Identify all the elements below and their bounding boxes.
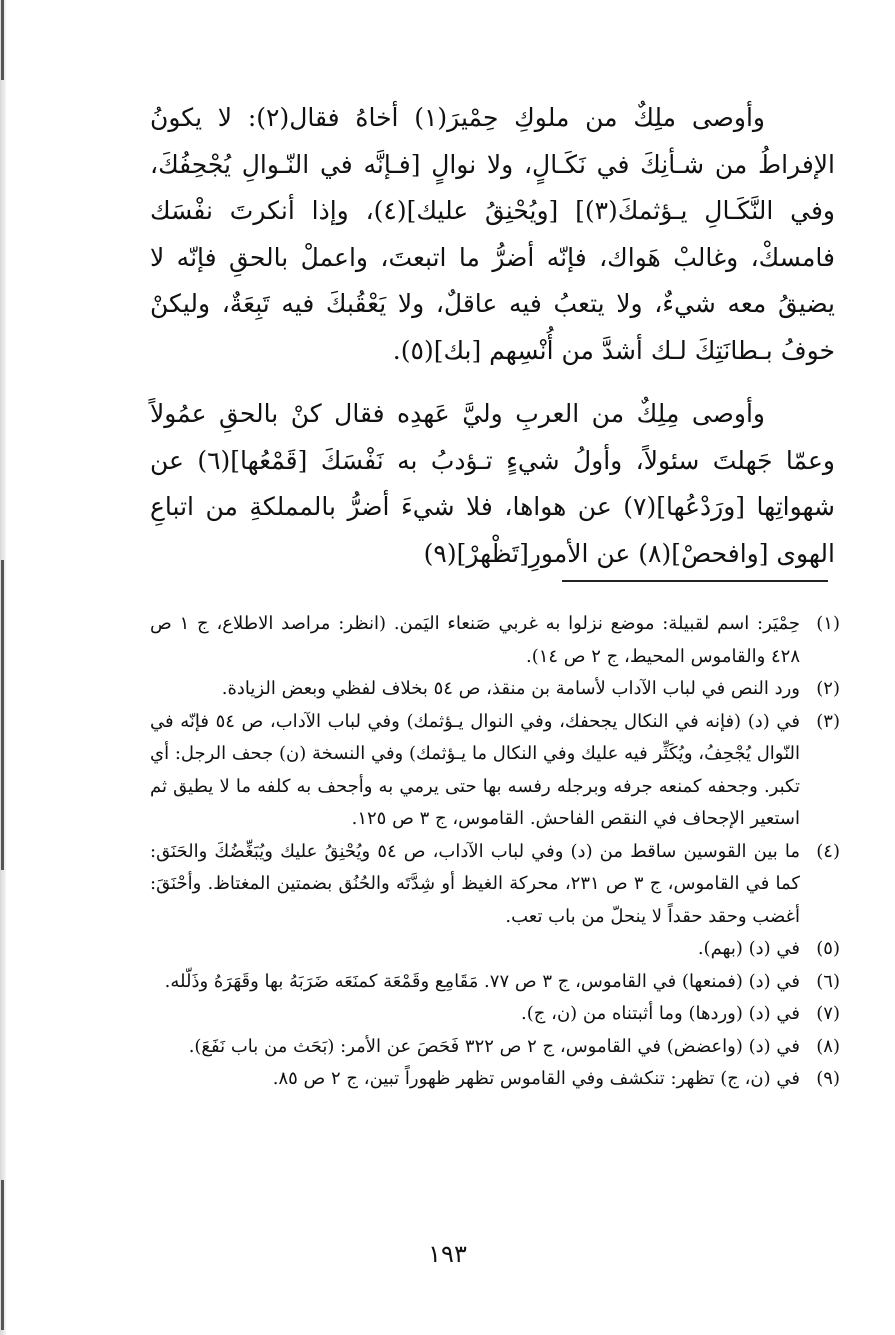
paragraph-1 <box>150 95 835 374</box>
footnote-9 <box>150 1063 840 1096</box>
footnote-7 <box>150 998 840 1031</box>
footnote-text: في (د) (بهم). <box>697 938 800 959</box>
footnote-number: (٥) <box>816 938 840 959</box>
footnote-text: في (ن، ج) تظهر: تنكشف وفي القاموس تظهر ظهوراً تبين، ج ٢ ص ٨٥. <box>272 1068 800 1089</box>
footnote-3 <box>150 706 840 836</box>
paragraph-1-text: وأوصى ملِكٌ من ملوكِ حِمْيرَ(١) أخاهُ فقال(٢): لا يكونُ الإفراطُ من شـأنِكَ في نَكَـالٍ، ولا نوالٍ [فـإنَّه في النّـوالِ يُجْحِفُكَ، وفي النَّكَـالِ يـؤثمكَ(٣)] [ويُحْنِقُ عليك](٤)، وإذا أنكرتَ نفْسَك فامسكْ، وغالبْ هَواك، فإنّه أضرُّ ما اتبعتَ، واعملْ بالحقِ فإنّه لا يضيقُ معه شيءٌ، ولا يتعبُ فيه عاقلٌ، ولا يَعْقُبكَ فيه تَبِعَةٌ، وليكنْ خوفُ بـطانَتِكَ لـك أشدَّ من أُنْسِهم [بك](٥). <box>150 103 835 365</box>
footnote-4 <box>150 836 840 934</box>
footnote-number: (١) <box>816 613 840 634</box>
paragraph-2 <box>150 391 835 577</box>
footnote-text: في (د) (فإنه في النكال يجحفك، وفي النوال يـؤثمك) وفي لباب الآداب، ص ٥٤ فإنّه في النّوال يُجْحِفُ، ويُكَثِّر فيه عليك وفي النكال ما يـؤثمك) وفي النسخة (ن) جحف الرجل: أي تكبر. وجحفه كمنعه جرفه وبرجله رفسه بها حتى يرمي به وأجحف به كلفه ما لا يطيق ثم استعير الإجحاف في النقص الفاحش. القاموس، ج ٣ ص ١٢٥. <box>150 710 800 829</box>
footnote-number: (٧) <box>816 1003 840 1024</box>
footnote-number: (٦) <box>816 970 840 992</box>
footnote-text: في (د) (وردها) وما أثبتناه من (ن، ج). <box>521 1003 800 1024</box>
main-text <box>150 95 835 577</box>
footnote-text: حِمْيَر: اسم لقبيلة: موضع نزلوا به غربي صَنعاء اليَمن. (انظر: مراصد الاطلاع، ج ١ ص ٤٢٨ والقاموس المحيط، ج ٢ ص ١٤). <box>150 613 800 667</box>
page-edge-mark <box>1 0 4 80</box>
footnote-8 <box>150 1031 840 1064</box>
footnote-number: (٩) <box>816 1068 840 1089</box>
footnote-6 <box>150 966 840 999</box>
footnote-text: ما بين القوسين ساقط من (د) وفي لباب الآداب، ص ٥٤ ويُحْنِقُ عليك ويُبَغِّضُكَ والحَنَق: كما في القاموس، ج ٣ ص ٢٣١، محركة الغيظ أو شِدَّتَه والحُنُق بضمتين المغتاظ. وأحْنَقَ: أغضب وحقد حقداً لا ينحلّ من باب تعب. <box>150 840 800 927</box>
footnotes <box>150 608 840 1096</box>
footnote-text: ورد النص في لباب الآداب لأسامة بن منقذ، ص ٥٤ بخلاف لفظي وبعض الزيادة. <box>221 678 800 699</box>
footnote-number: (٣) <box>816 710 840 732</box>
footnote-1 <box>150 608 840 673</box>
page-edge-mark <box>1 560 4 870</box>
footnote-text: في (د) (واعضض) في القاموس، ج ٢ ص ٣٢٢ فَحَصَ عن الأمر: (بَحَث من باب نَفَعَ). <box>188 1035 800 1057</box>
footnote-separator <box>562 580 828 582</box>
footnote-number: (٨) <box>816 1035 840 1057</box>
footnote-text: في (د) (فمنعها) في القاموس، ج ٣ ص ٧٧. مَقَامِع وقَمْعَة كمنَعَه ضَرَبَهُ بها وقَهَرَهُ وذَلّله. <box>164 970 800 992</box>
page-number: ١٩٣ <box>428 1240 467 1268</box>
footnote-number: (٢) <box>816 678 840 699</box>
footnote-5 <box>150 933 840 966</box>
footnote-2 <box>150 673 840 706</box>
paragraph-2-text: وأوصى مِلِكٌ من العربِ وليَّ عَهدِه فقال كنْ بالحقِ عمُولاً وعمّا جَهلتَ سئولاً، وأولُ شيءٍ تـؤدبُ به نَفْسَكَ [قَمْعُها](٦) عن شهواتِها [ورَدْعُها](٧) عن هواها، فلا شيءَ أضرُّ بالمملكةِ من اتباعِ الهوى [وافحصْ](٨) عن الأمورِ[تَظْهرْ](٩) <box>150 399 835 568</box>
footnote-number: (٤) <box>816 840 840 862</box>
